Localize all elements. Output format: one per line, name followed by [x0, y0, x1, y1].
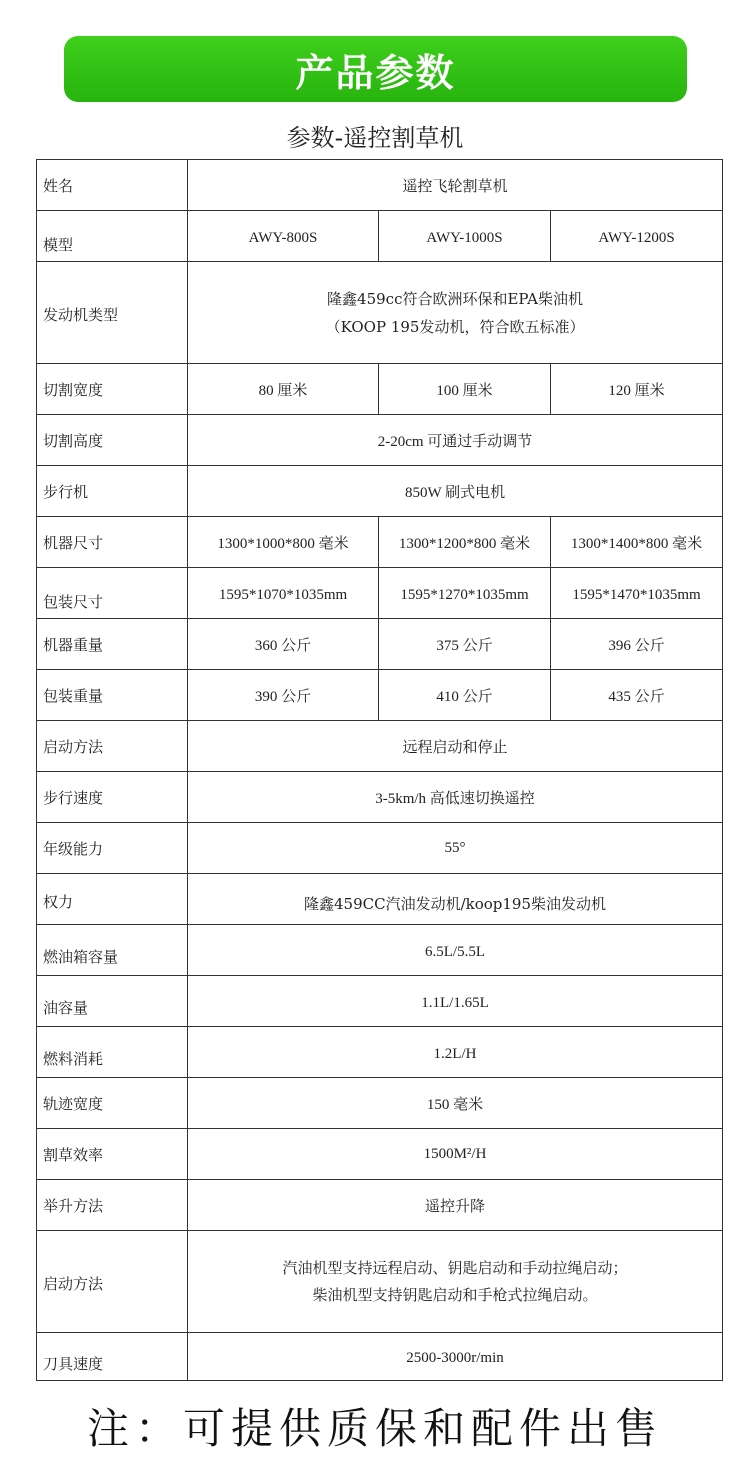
subtitle: 参数-遥控割草机: [286, 124, 464, 152]
row-value: 360 公斤: [188, 619, 379, 670]
row-value: 1300*1200*800 毫米: [379, 517, 551, 568]
row-label: 机器尺寸: [37, 517, 188, 568]
table-row: [37, 211, 723, 262]
row-value: 遥控升降: [188, 1180, 723, 1231]
engine-line-2: （KOOP 195发动机，符合欧五标准）: [325, 317, 585, 336]
table-row: [37, 262, 723, 364]
row-label: 刀具速度: [37, 1333, 188, 1381]
table-row: [37, 160, 723, 211]
start-line-1: 汽油机型支持远程启动、钥匙启动和手动拉绳启动；: [282, 1258, 628, 1277]
table-row: [37, 925, 723, 976]
row-value: 375 公斤: [379, 619, 551, 670]
row-value: 1.1L/1.65L: [188, 976, 723, 1027]
row-label: 发动机类型: [37, 262, 188, 364]
row-label: 步行速度: [37, 772, 188, 823]
row-label: 包装尺寸: [37, 568, 188, 619]
row-label: 切割宽度: [37, 364, 188, 415]
footer-note: 注：可提供质保和配件出售: [86, 1404, 663, 1453]
model-cell: AWY-800S: [188, 211, 379, 262]
row-label: 油容量: [37, 976, 188, 1027]
row-value: [188, 1231, 723, 1333]
start-line-2: 柴油机型支持钥匙启动和手枪式拉绳启动。: [312, 1285, 598, 1304]
row-value: 435 公斤: [551, 670, 723, 721]
row-value: 1595*1070*1035mm: [188, 568, 379, 619]
row-label: 年级能力: [37, 823, 188, 874]
table-row: [37, 1078, 723, 1129]
row-label: 启动方法: [37, 1231, 188, 1333]
row-value: 2-20cm 可通过手动调节: [188, 415, 723, 466]
row-label: 割草效率: [37, 1129, 188, 1180]
row-value: 390 公斤: [188, 670, 379, 721]
table-row: [37, 517, 723, 568]
row-value: 远程启动和停止: [188, 721, 723, 772]
row-value: [188, 262, 723, 364]
row-label: 举升方法: [37, 1180, 188, 1231]
engine-line-1: 隆鑫459cc符合欧洲环保和EPA柴油机: [327, 289, 583, 308]
row-label: 权力: [37, 874, 188, 925]
table-row: [37, 874, 723, 925]
row-value: 396 公斤: [551, 619, 723, 670]
table-row: [37, 619, 723, 670]
row-label: 燃料消耗: [37, 1027, 188, 1078]
table-row: [37, 568, 723, 619]
row-value: 120 厘米: [551, 364, 723, 415]
table-row: [37, 1231, 723, 1333]
table-row: [37, 823, 723, 874]
table-row: [37, 1027, 723, 1078]
row-label: 机器重量: [37, 619, 188, 670]
row-value: 遥控飞轮割草机: [188, 160, 723, 211]
row-label: 姓名: [37, 160, 188, 211]
table-row: [37, 670, 723, 721]
row-label: 切割高度: [37, 415, 188, 466]
model-cell: AWY-1000S: [379, 211, 551, 262]
row-value: 100 厘米: [379, 364, 551, 415]
table-row: [37, 1180, 723, 1231]
row-value: 6.5L/5.5L: [188, 925, 723, 976]
table-row: [37, 721, 723, 772]
row-value: 1.2L/H: [188, 1027, 723, 1078]
table-row: [37, 364, 723, 415]
row-value: 1595*1270*1035mm: [379, 568, 551, 619]
row-value: 2500-3000r/min: [188, 1333, 723, 1381]
row-value: 1595*1470*1035mm: [551, 568, 723, 619]
row-value: 1500M²/H: [188, 1129, 723, 1180]
row-label: 启动方法: [37, 721, 188, 772]
row-label: 步行机: [37, 466, 188, 517]
row-value: 850W 刷式电机: [188, 466, 723, 517]
spec-table: [36, 159, 723, 1381]
table-row: [37, 415, 723, 466]
row-value: 隆鑫459CC汽油发动机/koop195柴油发动机: [188, 874, 723, 925]
row-value: 410 公斤: [379, 670, 551, 721]
row-value: 55°: [188, 823, 723, 874]
row-label: 轨迹宽度: [37, 1078, 188, 1129]
table-row: [37, 976, 723, 1027]
table-row: [37, 1129, 723, 1180]
row-value: 1300*1000*800 毫米: [188, 517, 379, 568]
model-cell: AWY-1200S: [551, 211, 723, 262]
banner-title: 产品参数: [64, 36, 687, 102]
table-row: [37, 1333, 723, 1381]
row-label: 模型: [37, 211, 188, 262]
row-value: 80 厘米: [188, 364, 379, 415]
row-label: 燃油箱容量: [37, 925, 188, 976]
table-row: [37, 466, 723, 517]
row-value: 3-5km/h 高低速切换遥控: [188, 772, 723, 823]
row-label: 包装重量: [37, 670, 188, 721]
row-value: 150 毫米: [188, 1078, 723, 1129]
table-row: [37, 772, 723, 823]
row-value: 1300*1400*800 毫米: [551, 517, 723, 568]
